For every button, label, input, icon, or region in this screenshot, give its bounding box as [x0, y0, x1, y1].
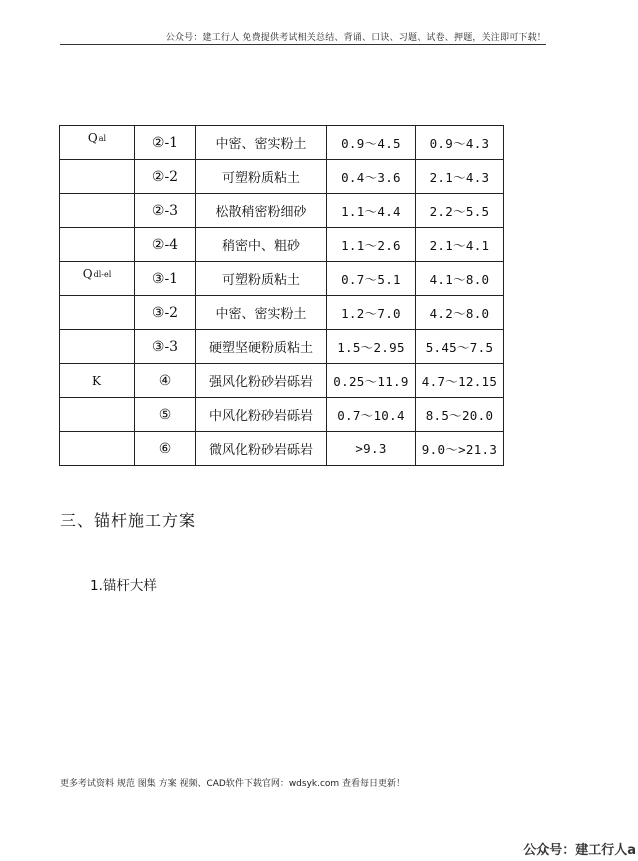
range-1-cell: >9.3 [327, 432, 416, 466]
soil-name-cell: 松散稍密粉细砂 [196, 194, 327, 228]
soil-name-cell: 中密、密实粉土 [196, 296, 327, 330]
soil-name-cell: 可塑粉质粘土 [196, 262, 327, 296]
geologic-age-cell [60, 126, 135, 160]
layer-index-cell: ③-1 [135, 262, 196, 296]
table-row [60, 364, 504, 398]
table-row [60, 228, 504, 262]
layer-index-cell: ⑤ [135, 398, 196, 432]
geologic-age-symbol: Q [87, 130, 98, 145]
layer-index-cell: ②-4 [135, 228, 196, 262]
layer-index-cell: ⑥ [135, 432, 196, 466]
range-1-cell: 1.1～4.4 [327, 194, 416, 228]
soil-name-cell: 强风化粉砂岩砾岩 [196, 364, 327, 398]
range-2-cell: 4.7～12.15 [416, 364, 504, 398]
soil-name-cell: 硬塑坚硬粉质粘土 [196, 330, 327, 364]
range-1-cell: 1.1～2.6 [327, 228, 416, 262]
layer-index-cell: ②-2 [135, 160, 196, 194]
soil-table-body [60, 126, 504, 466]
range-1-cell: 0.9～4.5 [327, 126, 416, 160]
range-1-cell: 0.7～10.4 [327, 398, 416, 432]
soil-name-cell: 稍密中、粗砂 [196, 228, 327, 262]
geologic-age-cell [60, 398, 135, 432]
geologic-age-symbol: K [92, 373, 101, 388]
range-2-cell: 5.45～7.5 [416, 330, 504, 364]
soil-name-cell: 微风化粉砂岩砾岩 [196, 432, 327, 466]
table-row [60, 262, 504, 296]
watermark-text: 公众号：建工行人a [523, 843, 636, 858]
table-row [60, 398, 504, 432]
range-1-cell: 1.5～2.95 [327, 330, 416, 364]
layer-index-cell: ③-3 [135, 330, 196, 364]
layer-index-cell: ②-1 [135, 126, 196, 160]
header-rule [60, 44, 546, 45]
layer-index-cell: ④ [135, 364, 196, 398]
range-2-cell: 9.0～>21.3 [416, 432, 504, 466]
table-row [60, 194, 504, 228]
range-2-cell: 0.9～4.3 [416, 126, 504, 160]
range-2-cell: 2.1～4.1 [416, 228, 504, 262]
geologic-age-cell [60, 296, 135, 330]
geologic-age-cell [60, 194, 135, 228]
range-2-cell: 4.2～8.0 [416, 296, 504, 330]
range-2-cell: 2.1～4.3 [416, 160, 504, 194]
geologic-age-superscript: al [98, 134, 107, 144]
table-row [60, 160, 504, 194]
range-2-cell: 2.2～5.5 [416, 194, 504, 228]
table-row [60, 330, 504, 364]
soil-name-cell: 中风化粉砂岩砾岩 [196, 398, 327, 432]
section-title: 三、锚杆施工方案 [60, 511, 197, 530]
geologic-age-cell [60, 364, 135, 398]
table-row [60, 296, 504, 330]
range-2-cell: 4.1～8.0 [416, 262, 504, 296]
geologic-age-cell [60, 432, 135, 466]
range-1-cell: 0.7～5.1 [327, 262, 416, 296]
geologic-age-cell [60, 228, 135, 262]
geologic-age-cell [60, 262, 135, 296]
table-row [60, 432, 504, 466]
range-1-cell: 1.2～7.0 [327, 296, 416, 330]
layer-index-cell: ③-2 [135, 296, 196, 330]
geologic-age-superscript: dl-el [93, 270, 112, 280]
soil-name-cell: 可塑粉质粘土 [196, 160, 327, 194]
geologic-age-cell [60, 160, 135, 194]
page-footer-text: 更多考试资料 规范 图集 方案 视频、CAD软件下载官网：wdsyk.com 查看每日更新！ [60, 779, 406, 789]
geologic-age-cell [60, 330, 135, 364]
range-1-cell: 0.25～11.9 [327, 364, 416, 398]
page-header-text: 公众号：建工行人 免费提供考试相关总结、背诵、口诀、习题、试卷、押题，关注即可下载！ [165, 33, 546, 43]
range-1-cell: 0.4～3.6 [327, 160, 416, 194]
soil-name-cell: 中密、密实粉土 [196, 126, 327, 160]
geologic-age-symbol: Q [82, 266, 93, 281]
subsection-title: 1.锚杆大样 [90, 578, 157, 594]
soil-layer-table [59, 125, 504, 466]
range-2-cell: 8.5～20.0 [416, 398, 504, 432]
layer-index-cell: ②-3 [135, 194, 196, 228]
table-row [60, 126, 504, 160]
